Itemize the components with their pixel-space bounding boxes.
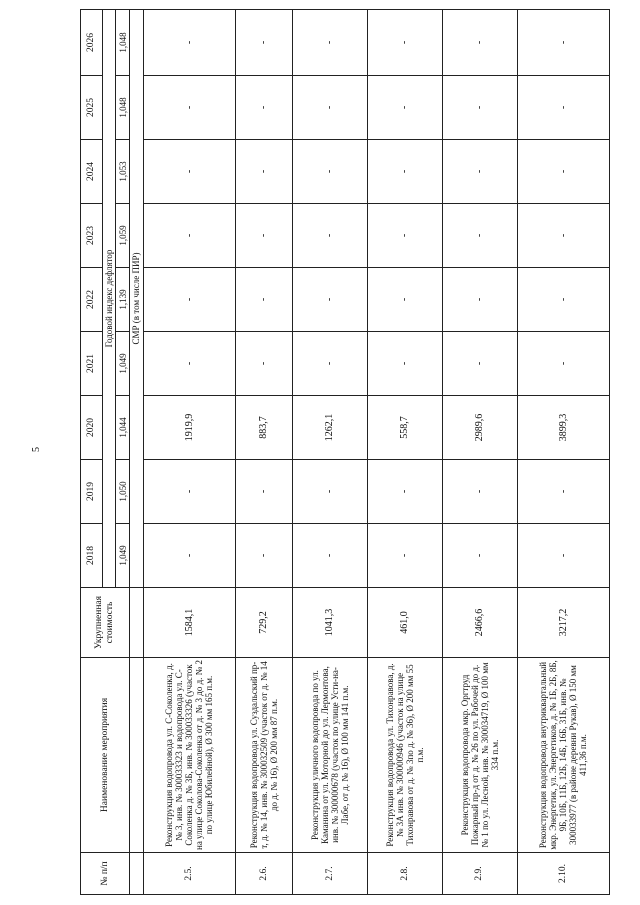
table-row — [368, 10, 443, 895]
row-year-value: - — [368, 204, 443, 268]
row-year-value: - — [143, 76, 235, 140]
row-num: 2.9. — [442, 853, 517, 895]
row-year-value: - — [442, 76, 517, 140]
row-num: 2.7. — [293, 853, 368, 895]
row-year-value: - — [442, 204, 517, 268]
row-year-value: - — [293, 332, 368, 396]
row-year-value: - — [293, 268, 368, 332]
row-num: 2.5. — [143, 853, 235, 895]
row-year-value: - — [368, 460, 443, 524]
table-row — [442, 10, 517, 895]
table-row — [235, 10, 292, 895]
row-name: Реконструкция уличного водопровода по ул. Каманина от ул. Моторной до ул. Лермонтова, инв. № 300000678 (участок по улице Усти-на-Лабе, от д. № 16), Ø 100 мм 141 п.м. — [293, 658, 368, 853]
row-year-value: - — [368, 332, 443, 396]
header-num: № п/п — [81, 853, 130, 895]
row-year-value: - — [235, 76, 292, 140]
row-year-value: - — [235, 460, 292, 524]
row-year-value: - — [293, 204, 368, 268]
row-year-value: 883,7 — [235, 396, 292, 460]
row-year-value: - — [517, 204, 609, 268]
row-year-value: - — [293, 76, 368, 140]
row-year-value: - — [517, 332, 609, 396]
row-year-value: - — [143, 332, 235, 396]
header-year: 2021 — [81, 332, 103, 396]
row-year-value: - — [235, 204, 292, 268]
row-cost: 3217,2 — [517, 588, 609, 658]
row-year-value: - — [293, 10, 368, 76]
row-year-value: - — [517, 76, 609, 140]
header-year: 2023 — [81, 204, 103, 268]
row-year-value: - — [293, 460, 368, 524]
row-year-value: 1262,1 — [293, 396, 368, 460]
row-year-value: - — [235, 10, 292, 76]
header-year: 2026 — [81, 10, 103, 76]
row-year-value: - — [143, 204, 235, 268]
row-year-value: - — [442, 332, 517, 396]
row-year-value: 2989,6 — [442, 396, 517, 460]
row-year-value: - — [143, 10, 235, 76]
header-year: 2019 — [81, 460, 103, 524]
header-deflator-value: 1,049 — [116, 332, 130, 396]
row-cost: 1584,1 — [143, 588, 235, 658]
row-year-value: - — [368, 140, 443, 204]
row-year-value: - — [442, 268, 517, 332]
row-year-value: - — [143, 524, 235, 588]
header-smr-label: СМР (в том числе ПИР) — [130, 10, 143, 588]
row-name: Реконструкция водопровода ул. Тихонравова, д. № 3А инв. № 300000946 (участок на улице Тихонравова от д. № 3по д. № 36), Ø 200 мм 55 п.м. — [368, 658, 443, 853]
header-deflator-value: 1,053 — [116, 140, 130, 204]
header-deflator-value: 1,048 — [116, 10, 130, 76]
header-year: 2018 — [81, 524, 103, 588]
row-year-value: - — [368, 524, 443, 588]
row-year-value: - — [235, 140, 292, 204]
row-cost: 461,0 — [368, 588, 443, 658]
row-cost: 729,2 — [235, 588, 292, 658]
page-number: 5 — [31, 447, 42, 452]
row-year-value: - — [442, 10, 517, 76]
header-deflator-value: 1,049 — [116, 524, 130, 588]
row-year-value: - — [293, 140, 368, 204]
row-year-value: - — [517, 524, 609, 588]
row-year-value: - — [517, 140, 609, 204]
row-year-value: - — [143, 268, 235, 332]
row-name: Реконструкция водопровода ул. С-Соколенка, д. № 3, инв. № 300033323 и водопровода ул. С-Соколенка д. № 3Б, инв. № 300033326 (участок на улице Соколова-Соколенка от д. № 3 до д. № 2 по улице Юбилейной), Ø 300 мм 165 п.м. — [143, 658, 235, 853]
row-year-value: - — [517, 460, 609, 524]
row-num: 2.6. — [235, 853, 292, 895]
row-year-value: - — [368, 268, 443, 332]
row-cost: 1041,3 — [293, 588, 368, 658]
row-num: 2.8. — [368, 853, 443, 895]
row-year-value: - — [235, 524, 292, 588]
row-year-value: - — [442, 524, 517, 588]
header-year: 2020 — [81, 396, 103, 460]
header-deflator-value: 1,048 — [116, 76, 130, 140]
header-deflator-value: 1,139 — [116, 268, 130, 332]
table-row — [143, 10, 235, 895]
row-name: Реконструкция водопровода ул. Суздальский пр-т, д. № 14, инв. № 300032509 (участок от д. № 14 до д. № 16), Ø 200 мм 87 п.м. — [235, 658, 292, 853]
header-deflator-value: 1,050 — [116, 460, 130, 524]
row-year-value: 1919,9 — [143, 396, 235, 460]
header-year: 2025 — [81, 76, 103, 140]
header-cost: Укрупненная стоимость — [81, 588, 130, 658]
row-name: Реконструкция водопровода внутриквартальный мкр. Энергетик, ул. Энергетиков, д. № 1Б, 2Б, 8Б, 9Б, 10Б, 11Б, 12Б, 14Б, 16Б, 31Б, инв. № 300033977 (в районе деревни Рукав), Ø 150 мм 411,36 п.м. — [517, 658, 609, 853]
row-year-value: - — [143, 140, 235, 204]
row-num: 2.10. — [517, 853, 609, 895]
rotated-table-frame — [80, 10, 610, 895]
row-year-value: - — [235, 268, 292, 332]
row-year-value: - — [368, 10, 443, 76]
row-year-value: - — [235, 332, 292, 396]
row-year-value: 3899,3 — [517, 396, 609, 460]
header-name: Наименование мероприятия — [81, 658, 130, 853]
header-deflator-label: Годовой индекс дефлятор — [103, 10, 116, 588]
header-deflator-value: 1,059 — [116, 204, 130, 268]
row-year-value: 558,7 — [368, 396, 443, 460]
row-year-value: - — [293, 524, 368, 588]
table-row — [517, 10, 609, 895]
row-year-value: - — [368, 76, 443, 140]
row-year-value: - — [143, 460, 235, 524]
header-deflator-value: 1,044 — [116, 396, 130, 460]
table-row — [293, 10, 368, 895]
table-container — [80, 10, 610, 895]
measures-table — [80, 9, 610, 895]
row-year-value: - — [442, 460, 517, 524]
row-name: Реконструкция водопровода мкр. Оргтруд Пожарный пр-д от д. № 26 по ул. Рабочей до д. № 1 по ул. Лесной, инв. № 300034719, Ø 100 мм 334 п.м. — [442, 658, 517, 853]
row-year-value: - — [442, 140, 517, 204]
row-year-value: - — [517, 268, 609, 332]
row-year-value: - — [517, 10, 609, 76]
header-year: 2024 — [81, 140, 103, 204]
row-cost: 2466,6 — [442, 588, 517, 658]
header-year: 2022 — [81, 268, 103, 332]
